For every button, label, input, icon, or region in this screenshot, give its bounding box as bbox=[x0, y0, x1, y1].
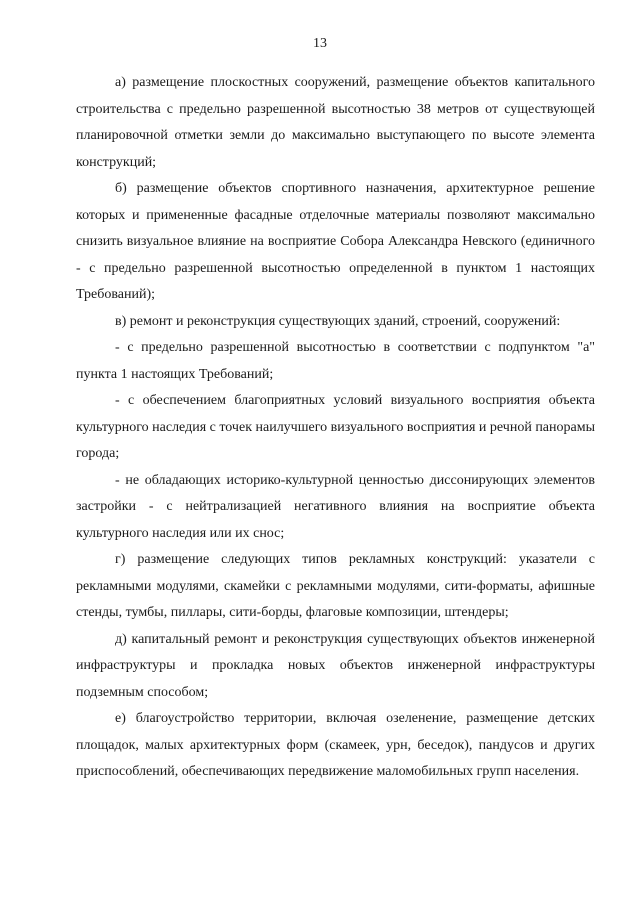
list-item-dissonant-elements: - не обладающих историко-культурной ценностью диссонирующих элементов застройки - с нейтрализацией негативного влияния на восприятие объекта культурного наследия или их снос; bbox=[76, 472, 595, 541]
paragraph-v-repair: в) ремонт и реконструкция существующих зданий, строений, сооружений: bbox=[115, 313, 561, 329]
document-body bbox=[76, 70, 595, 786]
paragraph-e-landscaping: е) благоустройство территории, включая озеленение, размещение детских площадок, малых архитектурных форм (скамеек, урн, беседок), пандусов и других приспособлений, обеспечивающих передвижение маломобильных групп населения. bbox=[76, 711, 595, 779]
list-item-height-limit: - с предельно разрешенной высотностью в соответствии с подпунктом "а" пункта 1 настоящих Требований; bbox=[76, 340, 595, 382]
paragraph-a-placement: а) размещение плоскостных сооружений, размещение объектов капитального строительства с предельно разрешенной высотностью 38 метров от существующей планировочной отметки земли до максимально выступающего по высоте элемента конструкций; bbox=[76, 75, 595, 170]
paragraph-b-sports-objects: б) размещение объектов спортивного назначения, архитектурное решение которых и примененные фасадные отделочные материалы позволяют максимально снизить визуальное влияние на восприятие Собора Александра Невского (единичного - с предельно разрешенной высотностью определенной в пунктом 1 настоящих Требований); bbox=[76, 181, 595, 302]
paragraph-d-infrastructure: д) капитальный ремонт и реконструкция существующих объектов инженерной инфраструктуры и прокладка новых объектов инженерной инфраструктуры подземным способом; bbox=[76, 631, 595, 700]
list-item-visual-perception: - с обеспечением благоприятных условий визуального восприятия объекта культурного наследия с точек наилучшего визуального восприятия и речной панорамы города; bbox=[76, 393, 595, 461]
page-number: 13 bbox=[313, 36, 327, 51]
paragraph-g-advertising: г) размещение следующих типов рекламных конструкций: указатели с рекламными модулями, скамейки с рекламными модулями, сити-форматы, афишные стенды, тумбы, пиллары, сити-борды, флаговые композиции, штендеры; bbox=[76, 552, 595, 620]
